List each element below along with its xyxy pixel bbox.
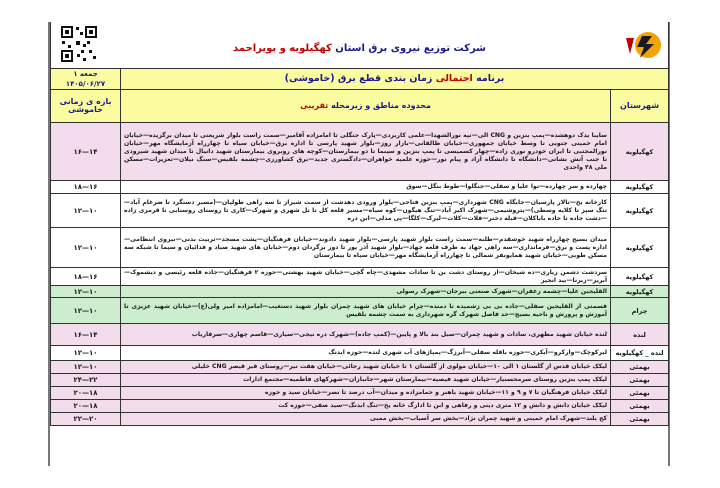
row-areas: القلیجین علیا—چشمه زعفران—شهرک صنعتی بیرجان—شهرک رسولی (121, 286, 611, 298)
table-row (51, 298, 669, 324)
row-city: لنده _ کهگیلویه (611, 346, 669, 361)
date-cell (51, 69, 121, 90)
table-row (51, 228, 669, 268)
table-row (51, 324, 669, 346)
company-logo (622, 28, 662, 62)
row-city: کهگیلویه (611, 181, 669, 194)
table-row (51, 413, 669, 426)
row-areas: کج بلند—شهرک امام خمینی و شهید چمران نژاد—بخش سر آسیاب—بخش ممبی (121, 413, 611, 426)
row-city: بهمئی (611, 361, 669, 374)
schedule-title: برنامه احتمالی زمان بندی قطع برق (خاموشی) (121, 69, 669, 90)
date-label: ۱۴۰۵/۰۶/۲۷ (65, 80, 106, 88)
column-header-city: شهرستان (611, 90, 669, 123)
row-time: ۱۰—۱۲ (51, 228, 121, 268)
row-city: کهگیلویه (611, 123, 669, 181)
table-row (51, 268, 669, 286)
row-city: بهمئی (611, 374, 669, 387)
row-time: ۱۸—۲۰ (51, 387, 121, 400)
row-areas: لنده خیابان شهید مطهری، سادات و شهید چمران—سیل بند بالا و پایین—(کمپ جاده)—شهرک دره نیجی—سیاری—قاسم چهاری—سرفاریاب (121, 324, 611, 346)
row-city: بهمئی (611, 387, 669, 400)
row-areas: لیکک خیابان فرهنگیان تا ۷ و ۹ و ۱۱—خیابان شهید باهنر و حمامزاده و میدان—آب درصد تا نصر—خیابان سید و حوزه (121, 387, 611, 400)
row-time: ۲۰—۲۲ (51, 413, 121, 426)
row-time: ۱۸—۲۰ (51, 400, 121, 413)
table-row (51, 361, 669, 374)
day-label: جمعه ۱ (73, 70, 98, 78)
outage-table (50, 22, 669, 426)
column-header-areas: محدوده مناطق و زیرمحله تقریبی (121, 90, 611, 123)
row-time: ۱۰—۱۲ (51, 194, 121, 228)
table-row (51, 374, 669, 387)
company-name: شرکت توزیع نیروی برق استان کهگیلویه و بویراحمد (233, 43, 487, 54)
row-time: ۱۴—۱۶ (51, 123, 121, 181)
row-areas: سایبا یدک دوهشده—پمپ بنزین و CNG الی—تپه نورالشهدا—علمی کاربردی—پارک جنگلی تا امامزاده آقامیر—سمت راست بلوار شریعتی تا میدان برگزیده—خیابان امام خمینی جنوبی تا وسط خیابان جمهوری—خیابان طالقانی—بازار روز—بلوار شهید پارسی تا اداره برق—خیابان سیاه تا چهارراه آزمایشگاه مهر—خیابان نورالمجتبی تا ایران خودرو نوری زاده—چهار کسمیسی تا پمپ بنزین و سینما تا دو بیمارستان—کوچه های روبروی بیمارستان شهید دانیال تا میدان شهید شیرودی تا جنب آتش نشانی—دانشگاه تا دانشگاه آزاد و پیام نور—حوزه علمیه خواهران—دادگستری جدید—برق کشاورزی—چشمه بلقیس—سنگ نیلان—تعزیرات—مسکن ملی ۴۸ واحدی (121, 123, 611, 181)
row-time: ۱۴—۱۶ (51, 324, 121, 346)
table-row (51, 123, 669, 181)
row-time: ۱۰—۱۲ (51, 346, 121, 361)
row-areas: میدان بسیج چهارراه شهید خوشقدم—طلبه—سمت راست بلوار شهید پارسی—بلوار شهید دادوند—خیابان فرهنگیان—پشت مسجد—تربیت بدنی—نیروی انتظامی—اداره پست و برق—فرمانداری—سه راهی جهاد به طرف قلعه جهاد—بلوار شهید آذر پور تا دور برگردان دوم—خیابان های شهید صیاد و فدائیان و سیما تا شبکه سه مسکن طوبی—خیابان شهید همایونفر شمالی تا چهارراه آزمایشگاه مهر—خیابان سیاه تا بیمارستان (121, 228, 611, 268)
table-row (51, 286, 669, 298)
row-areas: چهارده و سر چهارده—نوا علیا و سفلی—جنگلوا—طوط بنگل—سوق (121, 181, 611, 194)
row-time: ۱۰—۱۲ (51, 286, 121, 298)
row-city: بهمئی (611, 400, 669, 413)
row-areas: لیکک خیابان دانش و دانش و ۱۲ متری دینی و رفاهی و ابن تا ادارگ خانه یخ—تنگ ابدنگ—سید صفی—حوزه کت (121, 400, 611, 413)
table-row (51, 400, 669, 413)
row-time: ۲۲—۲۴ (51, 374, 121, 387)
table-row (51, 346, 669, 361)
row-time: ۱۶—۱۸ (51, 181, 121, 194)
table-row (51, 194, 669, 228)
row-city: کهگیلویه (611, 268, 669, 286)
column-header-time: بازه ی زمانی خاموشی (51, 90, 121, 123)
row-city: کهگیلویه (611, 228, 669, 268)
row-areas: کارخانه یخ—تالار پارسیان—جایگاه CNG شهرداری—پمپ بنزین فتاحی—بلوار ورودی دهدشت از سمت شیراز تا سه راهی طولیان—(مسیر دستگرد تا ضرغام آباد—تنگ سپز تا کلایه وسطی)—پتروشیمی—شهرک اکبر آباد—تنگ هیگون—کوه سیاه—مسیر قلعه کل تا تل شهری و شهرک—کاری تا روستای روستایی تا قرمزی زاده—دشت جاده تا جاده باباکلان—قبله دختر—قلات—کلات—لیرک—کلگا—پی مدلی—ابن دره (121, 194, 611, 228)
row-areas: سردشت دشمن زیاری—ده شیخان—از روستای دشت بن تا سادات مشهدی—چاه گچی—خیابان شهید بهشتی—حوزه ۲ فرهنگیان—جاده قلعه رئیسی و دیشموک—آبریز—زیرنا—بید انجیر (121, 268, 611, 286)
row-areas: لیکک پمپ بنزین روستای سرمحسنیار—خیابان شهید فیصیه—بیمارستان شهر—جانبازان—شهرکهای فاطمیه—مجتمع ادارات (121, 374, 611, 387)
row-time: ۱۰—۱۲ (51, 298, 121, 324)
qr-code (59, 24, 99, 64)
row-areas: لیکک خیابان قدس از گلستان ۱ الی ۱۰—خیابان مولوی از گلستان ۱ تا خیابان شهید رجائی—خیابان هفت تیر—روستای قیر قیصر CNG خلیلی (121, 361, 611, 374)
row-time: ۱۶—۱۸ (51, 268, 121, 286)
table-row (51, 181, 669, 194)
document-header (51, 22, 669, 69)
row-city: بهمئی (611, 413, 669, 426)
row-areas: لیرکوچک—وارکرو—آبکری—حوزه باقله سفلی—آبرزگ—پمپاژهای آب شهری لنده—حوزه ابدنگ (121, 346, 611, 361)
row-time: ۱۰—۱۲ (51, 361, 121, 374)
row-city: کهگیلویه (611, 286, 669, 298)
row-city: لنده (611, 324, 669, 346)
row-areas: قسمتی از القلیجین سفلی—جاده بی بی زشمیده تا دمنده—چرام خیابان های شهید چمران بلوار شهید دستغیب—امامزاده امیر ولی(ع)—خیابان شهید عزیزی تا آموزش و پرورش و ناحیه بسیج—حد فاصل شهرک گره شهرداری به سمت چشمه بلقیس (121, 298, 611, 324)
row-city: چرام (611, 298, 669, 324)
table-row (51, 387, 669, 400)
row-city: کهگیلویه (611, 194, 669, 228)
schedule-sheet (48, 22, 670, 466)
